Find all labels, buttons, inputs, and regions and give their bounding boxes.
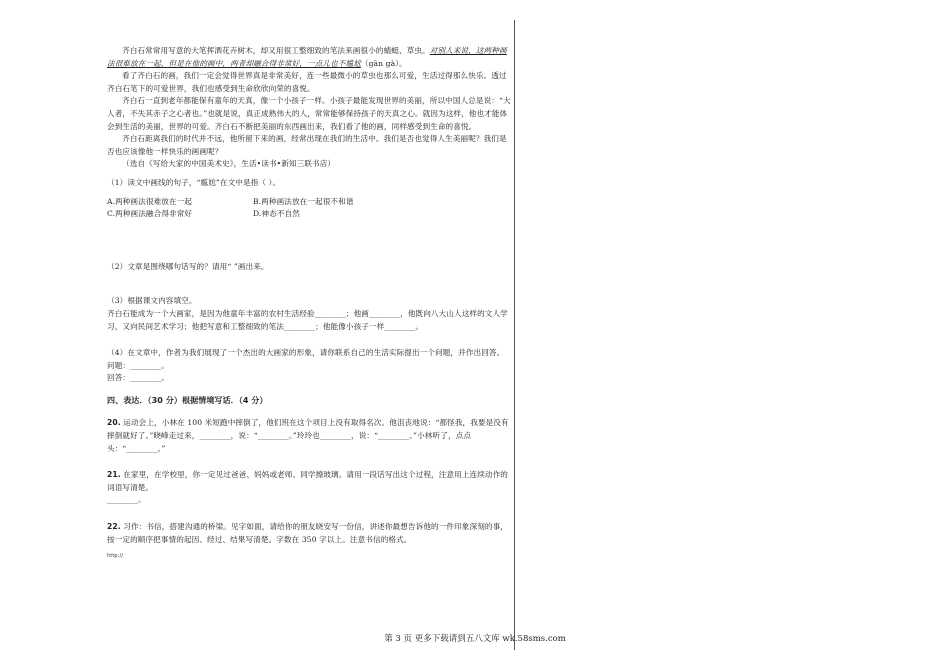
left-column	[107, 45, 512, 560]
question-21-text: 在家里，在学校里，你一定见过爸爸、妈妈或老师、同学擦玻璃。请用一段话写出这个过程，注意用上连续动作的词语写清楚。	[107, 470, 508, 492]
pinyin-note: （gān gà）。	[360, 58, 407, 68]
option-c[interactable]: C.两种画法融合得非常好	[107, 209, 193, 219]
passage-paragraph-1	[107, 45, 512, 70]
question-3-heading: （3）根据课文内容填空。	[107, 296, 197, 306]
question-21	[107, 469, 512, 494]
option-d[interactable]: D.神态不自然	[253, 209, 300, 219]
question-1-options	[107, 196, 512, 221]
question-22-text: 习作：书信，搭建沟通的桥梁。见字如面，请给你的朋友晓安写一份信，讲述你最想告诉他的一件印象深刻的事，按一定的顺序把事情的起因、经过、结果写清楚。字数在 350 字以上。注意书信的格式。	[107, 522, 508, 544]
question-21-number: 21.	[107, 470, 121, 480]
option-b[interactable]: B.两种画法放在一起很不和谐	[253, 196, 354, 206]
page-footer: 第 3 页 更多下载请到五八文库 wk.58sms.com	[384, 634, 566, 644]
passage-paragraph-3: 齐白石一直到老年都能保有童年的天真，像一个小孩子一样。小孩子最能发现世界的美丽，所以中国人总是说：“大人者，不失其赤子之心者也。”也就是说，真正成熟伟大的人，常常能够保持孩子的天真之心。就因为这样，他也才能体会到生活的美丽，世界的可爱。齐白石不断把美丽的东西画出来，我们看了他的画，同样感受到生命的喜悦。	[107, 96, 511, 131]
question-20	[107, 417, 512, 455]
question-4: （4）在文章中，作者为我们展现了一个杰出的大画家的形象，请你联系自己的生活实际提出一个问题，并作出回答。	[107, 348, 505, 358]
question-21-blank: ________。	[107, 495, 146, 505]
passage-paragraph-4: 齐白石距离我们的时代并不远，他所留下来的画，经常出现在我们的生活中。我们是否也觉得人生美丽呢？我们是否也应该像他一样快乐的画画呢？	[107, 134, 507, 156]
column-divider	[514, 20, 515, 650]
question-22-number: 22.	[107, 522, 121, 532]
question-20-text: 运动会上，小林在 100 米短跑中摔倒了，他们班在这个项目上没有取得名次。他沮丧地说：“都怪我，我要是没有摔倒就好了。”晓峰走过来，________，说：“________。”玲玲也________，说：“________。”小林听了，点点头：“________。”	[107, 418, 509, 453]
passage-text: 齐白石常常用写意的大笔挥洒花卉树木，却又用很工整细致的笔法来画很小的蜻蜓、草虫。	[122, 46, 430, 55]
underlined-sentence: 对别人来说，这两种画法很难放在一起，但是在他的画中，两者却融合得非常好，一点儿也不尴尬	[107, 46, 507, 68]
question-20-number: 20.	[107, 418, 121, 428]
question-4-answer: 回答：________。	[107, 373, 169, 383]
tiny-mark: http://	[107, 553, 124, 560]
passage-paragraph-2: 看了齐白石的画，我们一定会觉得世界真是非常美好，连一些最微小的草虫也那么可爱，生活过得那么快乐。透过齐白石笔下的可爱世界，我们也感受到生命欣欣向荣的喜悦。	[107, 71, 507, 93]
section-4-title: 四、表达．（30 分）根据情境写话．（4 分）	[107, 395, 268, 405]
question-1: （1）读文中画线的句子，“尴尬”在文中是指（ ）。	[107, 177, 281, 187]
passage-source: （选自《写给大家的中国美术史》，生活•读书•新知三联书店）	[122, 159, 336, 169]
question-3-body: 齐白石能成为一个大画家，是因为他童年丰富的农村生活经验________；他画________，他既向八大山人这样的文人学习，又向民间艺术学习；他把写意和工整细致的笔法________；他能像小孩子一样________。	[107, 308, 508, 331]
question-4-ask: 问题：________。	[107, 360, 169, 370]
question-22	[107, 521, 512, 546]
question-2: （2）文章是围绕哪句话写的？请用“ ”画出来。	[107, 261, 269, 271]
option-a[interactable]: A.两种画法很难放在一起	[107, 196, 193, 206]
